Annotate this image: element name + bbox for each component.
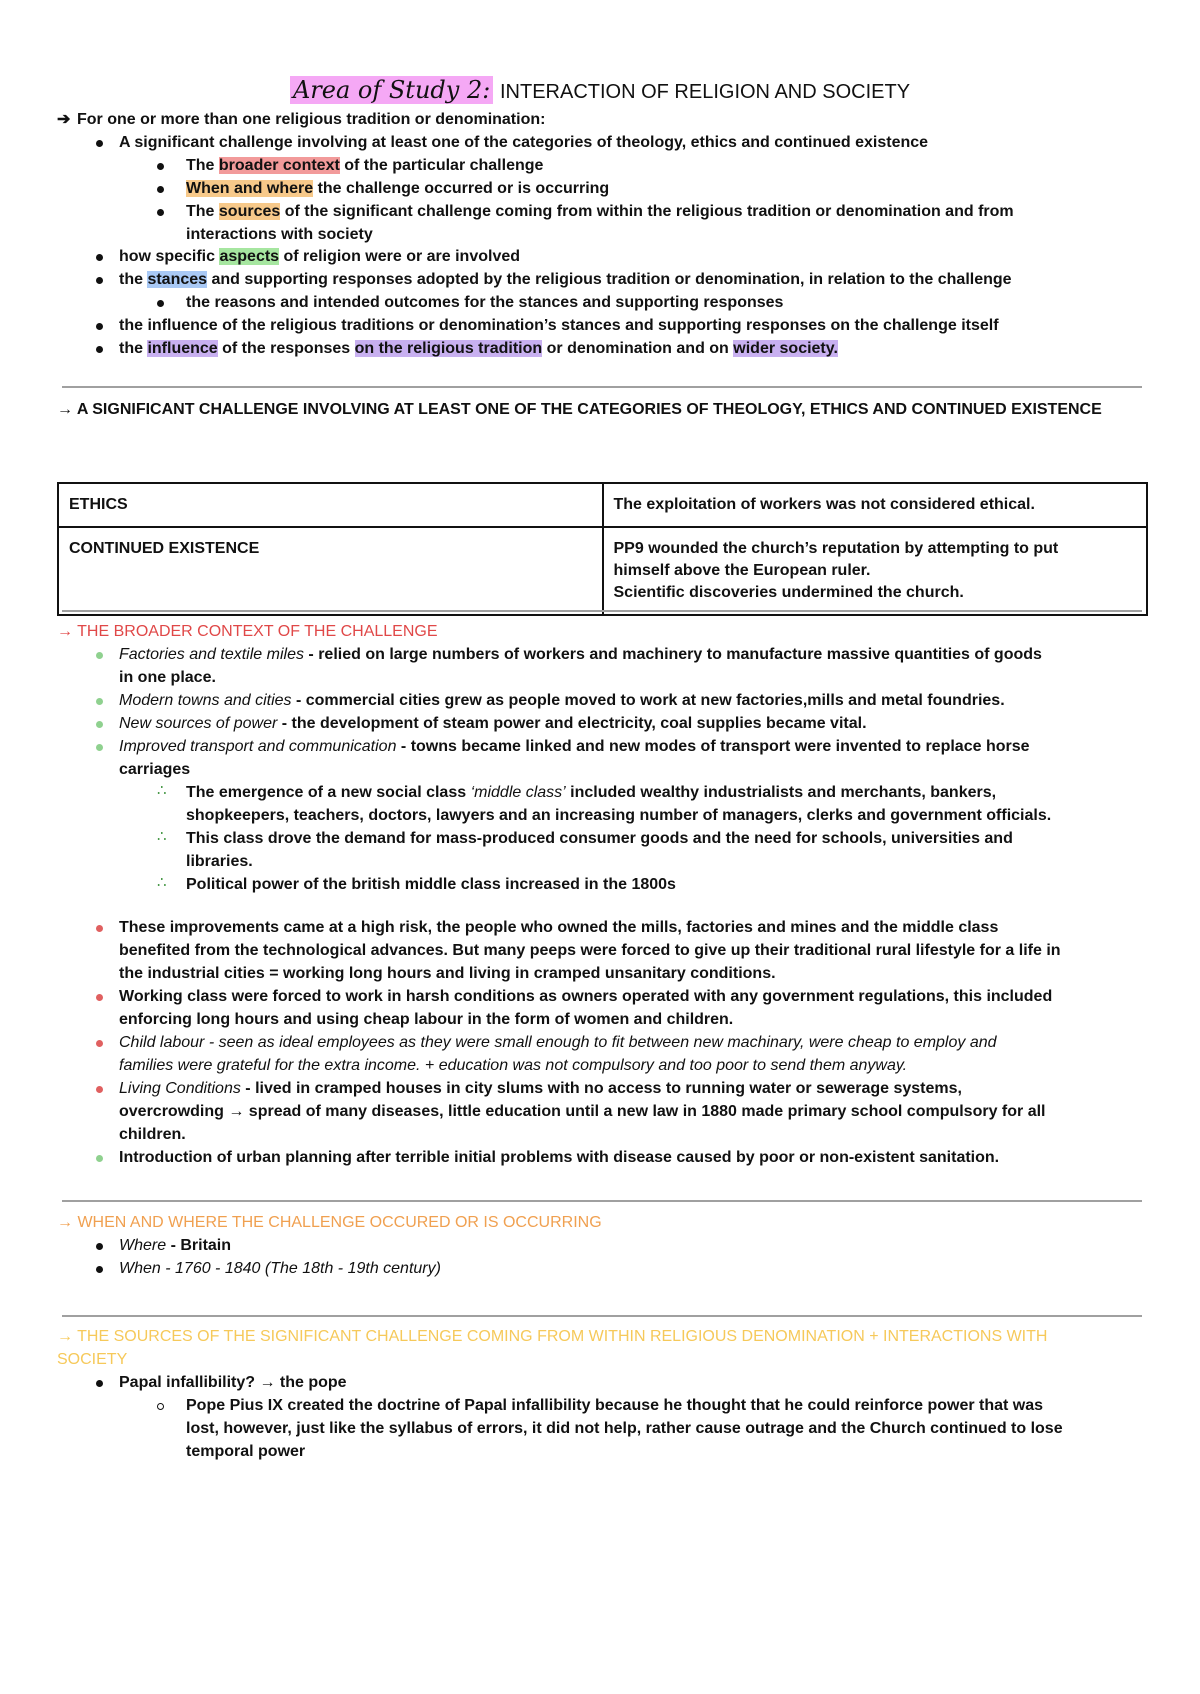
list-item-cont: overcrowding → spread of many diseases, little education until a new law in 1880 made primary school compulsory for all (119, 1103, 1046, 1120)
text: - Britain (166, 1237, 232, 1254)
highlight-religious-tradition: on the religious tradition (354, 340, 543, 357)
text: The (186, 203, 219, 220)
bullet-icon (96, 721, 103, 728)
table-cell: The exploitation of workers was not considered ethical. (603, 483, 1148, 527)
intro-item (119, 269, 1012, 291)
intro-item: the influence of the religious traditions or denomination’s stances and supporting responses on the challenge itself (119, 317, 999, 334)
list-subitem-cont: temporal power (186, 1443, 306, 1460)
bullet-icon (96, 1243, 103, 1250)
text: - lived in cramped houses in city slums with no access to running water or sewerage systems, (240, 1080, 962, 1097)
bullet-icon (96, 1155, 103, 1162)
bullet-icon (157, 209, 164, 216)
hollow-bullet-icon (157, 1403, 164, 1410)
section-heading-when-where: → WHEN AND WHERE THE CHALLENGE OCCURED OR IS OCCURRING (57, 1214, 602, 1231)
list-item-cont: in one place. (119, 669, 216, 686)
highlight-sources: sources (218, 203, 281, 220)
table-cell: ETHICS (58, 483, 603, 527)
bullet-icon (96, 994, 103, 1001)
list-subitem-cont: libraries. (186, 853, 253, 870)
list-item: These improvements came at a high risk, the people who owned the mills, factories and mines and the middle class (119, 919, 999, 936)
highlight-aspects: aspects (219, 248, 280, 265)
text: of the significant challenge coming from within the religious tradition or denomination and from (280, 203, 1014, 220)
list-item: When - 1760 - 1840 (The 18th - 19th century) (119, 1260, 441, 1277)
text: of religion were or are involved (279, 248, 521, 265)
intro-item: A significant challenge involving at least one of the categories of theology, ethics and continued existence (119, 134, 929, 151)
bullet-icon (96, 277, 103, 284)
therefore-icon: ∴ (157, 828, 167, 845)
text: included wealthy industrialists and merchants, bankers, (565, 784, 997, 801)
list-item-cont: carriages (119, 761, 191, 778)
intro-item (119, 246, 520, 268)
bullet-icon (96, 744, 103, 751)
text: how specific (119, 248, 220, 265)
divider (62, 386, 1142, 388)
title-area: Area of Study 2: (290, 76, 493, 104)
divider (62, 1200, 1142, 1202)
section-heading-broader-context: → THE BROADER CONTEXT OF THE CHALLENGE (57, 623, 438, 640)
intro-item (119, 338, 838, 360)
list-subitem-cont: lost, however, just like the syllabus of errors, it did not help, rather cause outrage and the Church continued to lose (186, 1420, 1063, 1437)
text: - relied on large numbers of workers and machinery to manufacture massive quantities of goods (303, 646, 1042, 663)
highlight-broader-context: broader context (218, 157, 340, 174)
bullet-icon (96, 254, 103, 261)
text: Improved transport and communication (119, 738, 397, 755)
list-subitem (186, 782, 996, 804)
list-item: Working class were forced to work in harsh conditions as owners operated with any government regulations, this included (119, 988, 1053, 1005)
intro-subitem (186, 201, 1014, 223)
list-item: Introduction of urban planning after terrible initial problems with disease caused by poor or non-existent sanitation. (119, 1149, 1000, 1166)
text: of the particular challenge (339, 157, 544, 174)
categories-table (57, 482, 1148, 616)
list-item (119, 736, 1030, 758)
text: of the responses (217, 340, 355, 357)
list-item-cont: enforcing long hours and using cheap labour in the form of women and children. (119, 1011, 734, 1028)
list-subitem: Pope Pius IX created the doctrine of Papal infallibility because he thought that he could reinforce power that was (186, 1397, 1044, 1414)
text: Where (119, 1237, 167, 1254)
highlight-stances: stances (147, 271, 208, 288)
bullet-icon (96, 1380, 103, 1387)
bullet-icon (96, 140, 103, 147)
cell-line: Scientific discoveries undermined the church. (613, 584, 964, 601)
text: Living Conditions (119, 1080, 241, 1097)
divider (62, 610, 1142, 612)
arrow-icon: ➔ (57, 111, 71, 128)
bullet-icon (96, 698, 103, 705)
text: the (119, 340, 148, 357)
text: the challenge occurred or is occurring (313, 180, 610, 197)
text: New sources of power (119, 715, 278, 732)
table-row (58, 483, 1147, 527)
bullet-icon (96, 1266, 103, 1273)
text: Modern towns and cities (119, 692, 292, 709)
therefore-icon: ∴ (157, 782, 167, 799)
bullet-icon (96, 652, 103, 659)
list-item (119, 690, 1005, 712)
text: - the development of steam power and electricity, coal supplies became vital. (277, 715, 867, 732)
bullet-icon (96, 346, 103, 353)
text: Factories and textile miles (119, 646, 304, 663)
list-item-cont: benefited from the technological advances. But many peeps were forced to give up their traditional rural lifestyle for a life in (119, 942, 1061, 959)
intro-subitem (186, 178, 609, 200)
text: and supporting responses adopted by the religious tradition or denomination, in relation to the challenge (207, 271, 1012, 288)
intro-lead: For one or more than one religious tradition or denomination: (77, 111, 546, 128)
therefore-icon: ∴ (157, 874, 167, 891)
list-item (119, 1078, 962, 1100)
text: - commercial cities grew as people moved to work at new factories,mills and metal foundries. (291, 692, 1005, 709)
bullet-icon (96, 1086, 103, 1093)
table-row (58, 527, 1147, 615)
bullet-icon (96, 323, 103, 330)
list-item (119, 713, 867, 735)
highlight-when-where: When and where (186, 180, 314, 197)
table-cell (603, 527, 1148, 615)
text: ‘middle class’ (470, 784, 566, 801)
list-item: Child labour - seen as ideal employees as they were small enough to fit between new machinary, were cheap to employ and (119, 1034, 997, 1051)
cell-line: PP9 wounded the church’s reputation by attempting to put (613, 540, 1059, 557)
title-topic: INTERACTION OF RELIGION AND SOCIETY (499, 81, 911, 103)
bullet-icon (96, 925, 103, 932)
list-item-cont: the industrial cities = working long hours and living in cramped unsanitary conditions. (119, 965, 776, 982)
section-heading-challenge: → A SIGNIFICANT CHALLENGE INVOLVING AT LEAST ONE OF THE CATEGORIES OF THEOLOGY, ETHICS AND CONTINUED EXISTENCE (57, 401, 1102, 418)
bullet-icon (157, 300, 164, 307)
table-cell: CONTINUED EXISTENCE (58, 527, 603, 615)
list-item-cont: children. (119, 1126, 186, 1143)
text: The (186, 157, 219, 174)
text: The emergence of a new social class (186, 784, 471, 801)
list-subitem: Political power of the british middle class increased in the 1800s (186, 876, 676, 893)
intro-subitem: the reasons and intended outcomes for the stances and supporting responses (186, 294, 784, 311)
bullet-icon (96, 1040, 103, 1047)
bullet-icon (157, 186, 164, 193)
bullet-icon (157, 163, 164, 170)
divider (62, 1315, 1142, 1317)
cell-line: himself above the European ruler. (613, 562, 871, 579)
text: the (119, 271, 148, 288)
list-item: Papal infallibility? → the pope (119, 1374, 347, 1391)
text: or denomination and on (542, 340, 734, 357)
section-heading-sources: → THE SOURCES OF THE SIGNIFICANT CHALLENGE COMING FROM WITHIN RELIGIOUS DENOMINATION + INTERACTIONS WITH (57, 1328, 1048, 1345)
highlight-influence: influence (147, 340, 218, 357)
list-item-cont: families were grateful for the extra income. + education was not compulsory and too poor to send them anyway. (119, 1057, 908, 1074)
list-subitem-cont: shopkeepers, teachers, doctors, lawyers and an increasing number of managers, clerks and government officials. (186, 807, 1052, 824)
text: - towns became linked and new modes of transport were invented to replace horse (396, 738, 1030, 755)
intro-subitem-cont: interactions with society (186, 226, 373, 243)
page-title (0, 76, 1200, 105)
list-subitem: This class drove the demand for mass-produced consumer goods and the need for schools, universities and (186, 830, 1013, 847)
intro-subitem (186, 155, 543, 177)
list-item (119, 1235, 231, 1257)
list-item (119, 644, 1042, 666)
section-heading-sources-cont: SOCIETY (57, 1351, 128, 1368)
highlight-wider-society: wider society. (733, 340, 838, 357)
